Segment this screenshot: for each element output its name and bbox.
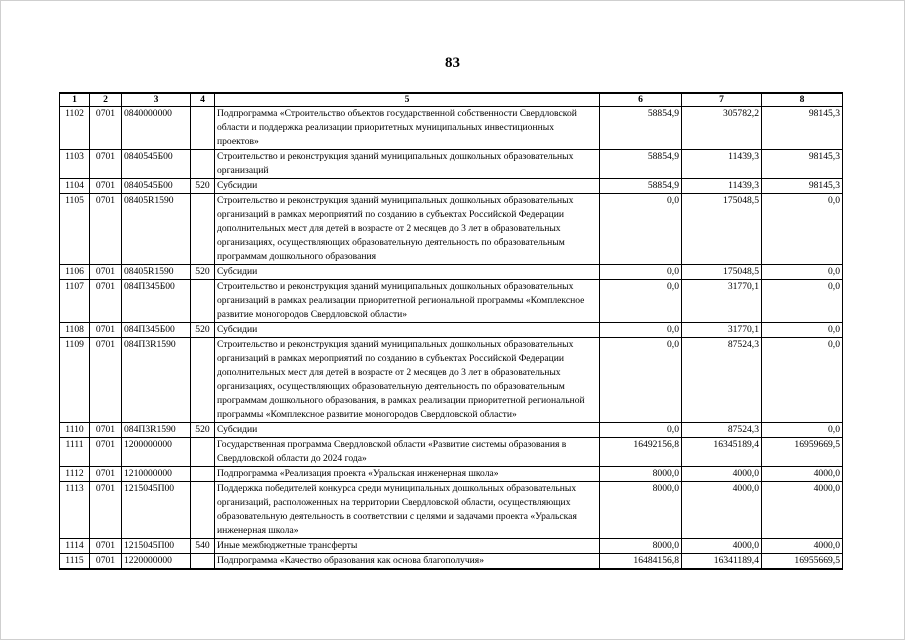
expense-type-cell: 520 xyxy=(191,423,215,438)
row-number-cell: 1114 xyxy=(60,539,90,554)
amount-cell: 175048,5 xyxy=(682,265,762,280)
amount-cell: 175048,5 xyxy=(682,194,762,265)
amount-cell: 31770,1 xyxy=(682,280,762,323)
amount-cell: 16345189,4 xyxy=(682,438,762,467)
table-row xyxy=(60,280,843,323)
amount-cell: 0,0 xyxy=(600,280,682,323)
expense-type-cell xyxy=(191,107,215,150)
table-row xyxy=(60,107,843,150)
target-article-cell: 084П345Б00 xyxy=(122,323,191,338)
amount-cell: 0,0 xyxy=(762,280,843,323)
amount-cell: 16492156,8 xyxy=(600,438,682,467)
expense-type-cell: 520 xyxy=(191,265,215,280)
description-cell: Строительство и реконструкция зданий муниципальных дошкольных образовательных организаций в рамках реализации приоритетной региональной программы «Комплексное развитие моногородов Свердловской области» xyxy=(215,280,600,323)
description-cell: Государственная программа Свердловской области «Развитие системы образования в Свердловской области до 2024 года» xyxy=(215,438,600,467)
section-code-cell: 0701 xyxy=(90,280,122,323)
table-row xyxy=(60,467,843,482)
table-row xyxy=(60,438,843,467)
amount-cell: 16955669,5 xyxy=(762,554,843,570)
amount-cell: 98145,3 xyxy=(762,150,843,179)
row-number-cell: 1106 xyxy=(60,265,90,280)
budget-table xyxy=(59,92,843,570)
amount-cell: 8000,0 xyxy=(600,467,682,482)
description-cell: Строительство и реконструкция зданий муниципальных дошкольных образовательных организаций в рамках мероприятий по созданию в субъектах Российской Федерации дополнительных мест для детей в возрасте от 2 месяцев до 3 лет в образовательных организациях, осуществляющих образовательную деятельность по образовательным программам дошкольного образования, в рамках реализации приоритетной региональной программы «Комплексное развитие моногородов Свердловской области» xyxy=(215,338,600,423)
expense-type-cell xyxy=(191,554,215,570)
description-cell: Субсидии xyxy=(215,265,600,280)
section-code-cell: 0701 xyxy=(90,539,122,554)
row-number-cell: 1111 xyxy=(60,438,90,467)
column-header: 7 xyxy=(682,93,762,107)
expense-type-cell xyxy=(191,280,215,323)
target-article-cell: 1215045П00 xyxy=(122,539,191,554)
description-cell: Подпрограмма «Реализация проекта «Уральская инженерная школа» xyxy=(215,467,600,482)
table-row xyxy=(60,423,843,438)
description-cell: Подпрограмма «Качество образования как основа благополучия» xyxy=(215,554,600,570)
table-row xyxy=(60,554,843,570)
column-header: 2 xyxy=(90,93,122,107)
section-code-cell: 0701 xyxy=(90,150,122,179)
description-cell: Подпрограмма «Строительство объектов государственной собственности Свердловской области и поддержка реализации приоритетных муниципальных инвестиционных проектов» xyxy=(215,107,600,150)
amount-cell: 0,0 xyxy=(762,423,843,438)
row-number-cell: 1107 xyxy=(60,280,90,323)
row-number-cell: 1109 xyxy=(60,338,90,423)
amount-cell: 58854,9 xyxy=(600,150,682,179)
description-cell: Поддержка победителей конкурса среди муниципальных дошкольных образовательных организаций, расположенных на территории Свердловской области, осуществляющих образовательную деятельность в соответствии с целями и задачами проекта «Уральская инженерная школа» xyxy=(215,482,600,539)
amount-cell: 87524,3 xyxy=(682,338,762,423)
table-row xyxy=(60,194,843,265)
amount-cell: 0,0 xyxy=(600,265,682,280)
amount-cell: 87524,3 xyxy=(682,423,762,438)
amount-cell: 0,0 xyxy=(600,194,682,265)
page-number: 83 xyxy=(445,55,460,71)
amount-cell: 0,0 xyxy=(600,423,682,438)
row-number-cell: 1115 xyxy=(60,554,90,570)
target-article-cell: 1215045П00 xyxy=(122,482,191,539)
amount-cell: 16484156,8 xyxy=(600,554,682,570)
row-number-cell: 1104 xyxy=(60,179,90,194)
table-row xyxy=(60,179,843,194)
table-row xyxy=(60,482,843,539)
amount-cell: 0,0 xyxy=(600,338,682,423)
amount-cell: 0,0 xyxy=(762,194,843,265)
description-cell: Иные межбюджетные трансферты xyxy=(215,539,600,554)
table-row xyxy=(60,265,843,280)
amount-cell: 8000,0 xyxy=(600,482,682,539)
amount-cell: 58854,9 xyxy=(600,179,682,194)
target-article-cell: 08405R1590 xyxy=(122,265,191,280)
amount-cell: 0,0 xyxy=(762,265,843,280)
section-code-cell: 0701 xyxy=(90,323,122,338)
section-code-cell: 0701 xyxy=(90,482,122,539)
row-number-cell: 1108 xyxy=(60,323,90,338)
amount-cell: 4000,0 xyxy=(762,482,843,539)
target-article-cell: 08405R1590 xyxy=(122,194,191,265)
column-header: 8 xyxy=(762,93,843,107)
expense-type-cell: 540 xyxy=(191,539,215,554)
section-code-cell: 0701 xyxy=(90,194,122,265)
target-article-cell: 1200000000 xyxy=(122,438,191,467)
amount-cell: 305782,2 xyxy=(682,107,762,150)
target-article-cell: 0840000000 xyxy=(122,107,191,150)
column-header: 4 xyxy=(191,93,215,107)
amount-cell: 0,0 xyxy=(600,323,682,338)
target-article-cell: 084П3R1590 xyxy=(122,423,191,438)
description-cell: Строительство и реконструкция зданий муниципальных дошкольных образовательных организаций в рамках мероприятий по созданию в субъектах Российской Федерации дополнительных мест для детей в возрасте от 2 месяцев до 3 лет в образовательных организациях, осуществляющих образовательную деятельность по образовательным программам дошкольного образования xyxy=(215,194,600,265)
description-cell: Субсидии xyxy=(215,323,600,338)
amount-cell: 0,0 xyxy=(762,323,843,338)
amount-cell: 58854,9 xyxy=(600,107,682,150)
target-article-cell: 0840545Б00 xyxy=(122,150,191,179)
amount-cell: 8000,0 xyxy=(600,539,682,554)
section-code-cell: 0701 xyxy=(90,265,122,280)
column-header: 1 xyxy=(60,93,90,107)
expense-type-cell xyxy=(191,438,215,467)
description-cell: Строительство и реконструкция зданий муниципальных дошкольных образовательных организаций xyxy=(215,150,600,179)
amount-cell: 11439,3 xyxy=(682,150,762,179)
row-number-cell: 1113 xyxy=(60,482,90,539)
column-header: 3 xyxy=(122,93,191,107)
section-code-cell: 0701 xyxy=(90,179,122,194)
description-cell: Субсидии xyxy=(215,179,600,194)
amount-cell: 98145,3 xyxy=(762,107,843,150)
row-number-cell: 1105 xyxy=(60,194,90,265)
target-article-cell: 1210000000 xyxy=(122,467,191,482)
row-number-cell: 1112 xyxy=(60,467,90,482)
table-row xyxy=(60,338,843,423)
target-article-cell: 0840545Б00 xyxy=(122,179,191,194)
table-row xyxy=(60,323,843,338)
expense-type-cell xyxy=(191,338,215,423)
section-code-cell: 0701 xyxy=(90,438,122,467)
column-header: 5 xyxy=(215,93,600,107)
row-number-cell: 1102 xyxy=(60,107,90,150)
expense-type-cell xyxy=(191,194,215,265)
amount-cell: 31770,1 xyxy=(682,323,762,338)
amount-cell: 4000,0 xyxy=(682,482,762,539)
amount-cell: 11439,3 xyxy=(682,179,762,194)
amount-cell: 4000,0 xyxy=(682,467,762,482)
section-code-cell: 0701 xyxy=(90,423,122,438)
table-row xyxy=(60,150,843,179)
amount-cell: 0,0 xyxy=(762,338,843,423)
expense-type-cell xyxy=(191,482,215,539)
target-article-cell: 084П345Б00 xyxy=(122,280,191,323)
expense-type-cell xyxy=(191,150,215,179)
target-article-cell: 084П3R1590 xyxy=(122,338,191,423)
target-article-cell: 1220000000 xyxy=(122,554,191,570)
table-header-row xyxy=(60,93,843,107)
amount-cell: 4000,0 xyxy=(762,467,843,482)
row-number-cell: 1110 xyxy=(60,423,90,438)
description-cell: Субсидии xyxy=(215,423,600,438)
section-code-cell: 0701 xyxy=(90,338,122,423)
row-number-cell: 1103 xyxy=(60,150,90,179)
expense-type-cell: 520 xyxy=(191,323,215,338)
expense-type-cell xyxy=(191,467,215,482)
amount-cell: 98145,3 xyxy=(762,179,843,194)
table-row xyxy=(60,539,843,554)
expense-type-cell: 520 xyxy=(191,179,215,194)
amount-cell: 16341189,4 xyxy=(682,554,762,570)
amount-cell: 16959669,5 xyxy=(762,438,843,467)
amount-cell: 4000,0 xyxy=(682,539,762,554)
table-body xyxy=(60,107,843,570)
section-code-cell: 0701 xyxy=(90,554,122,570)
section-code-cell: 0701 xyxy=(90,467,122,482)
section-code-cell: 0701 xyxy=(90,107,122,150)
amount-cell: 4000,0 xyxy=(762,539,843,554)
column-header: 6 xyxy=(600,93,682,107)
